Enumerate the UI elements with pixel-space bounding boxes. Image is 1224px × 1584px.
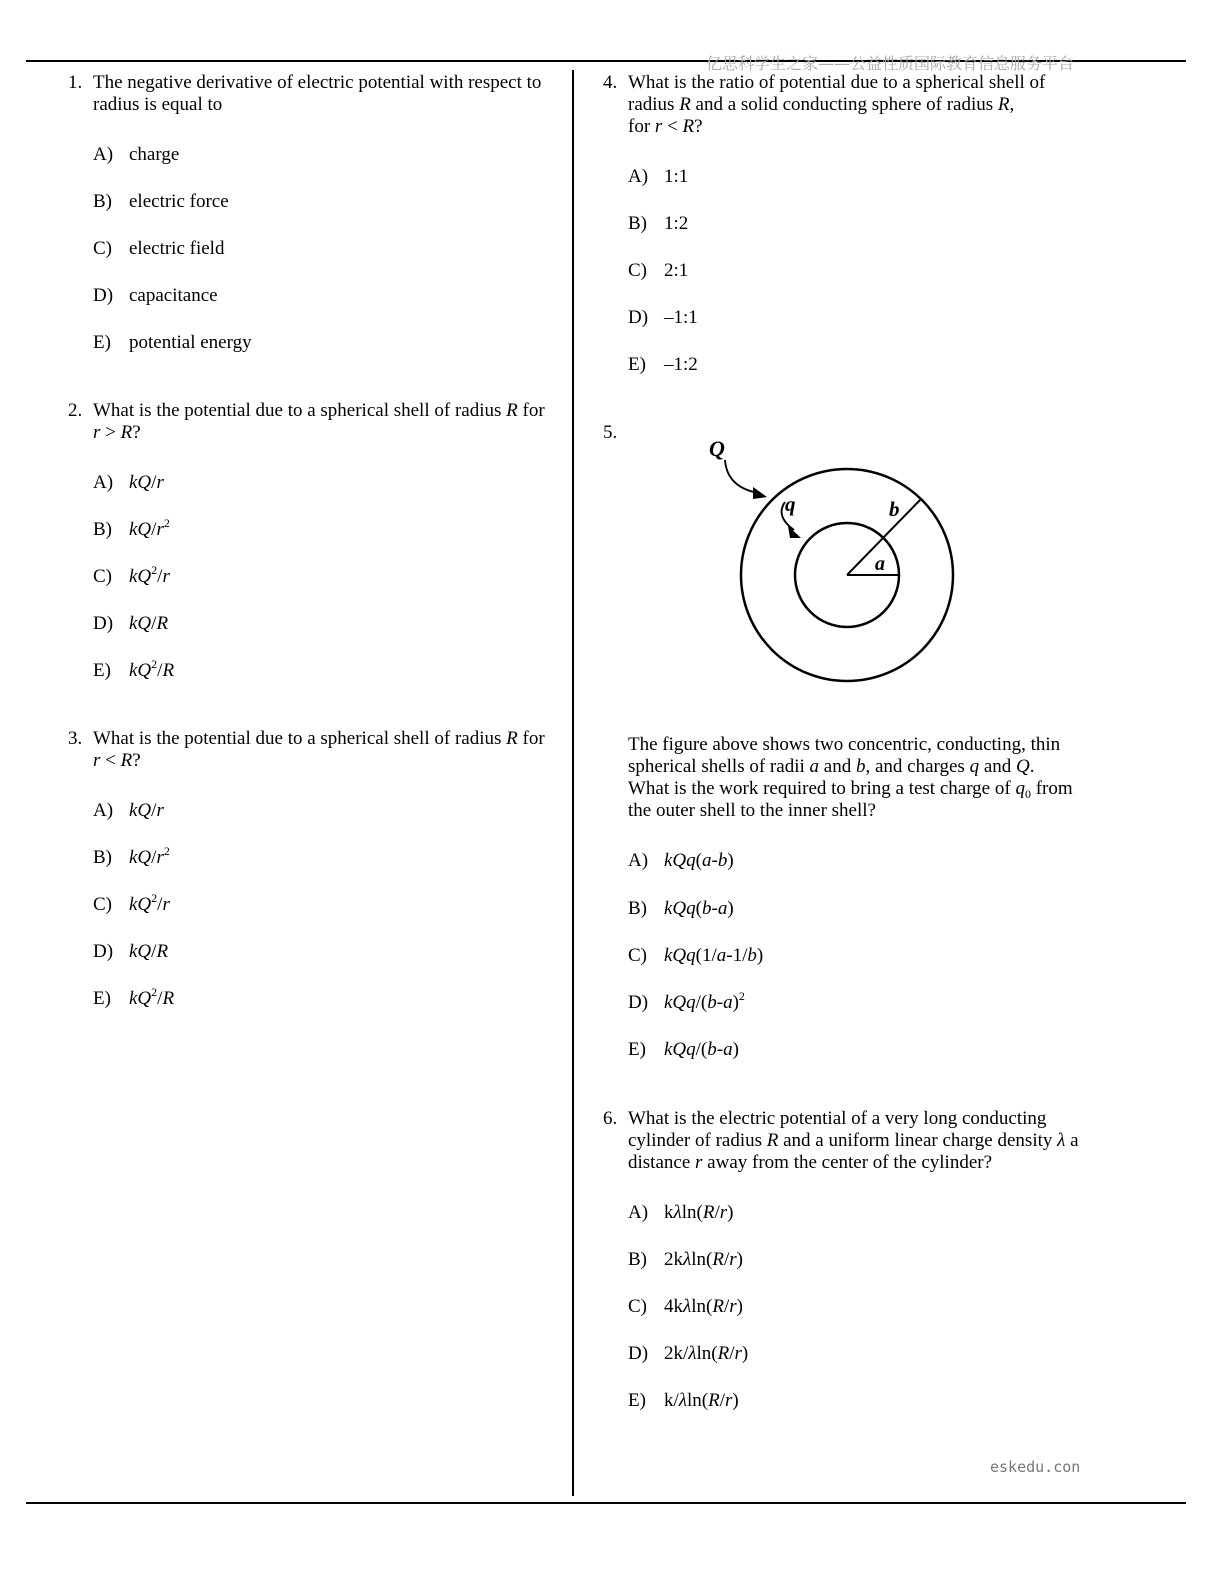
option-e[interactable]: E) –1:2 bbox=[628, 354, 698, 375]
option-e[interactable]: E) kQq/(b-a) bbox=[628, 1039, 739, 1060]
option-b[interactable]: B) 1:2 bbox=[628, 213, 689, 234]
label-b: b bbox=[889, 497, 900, 521]
question-text: What is the ratio of potential due to a spherical shell of radius R and a solid conducting sphere of radius R, for r < R? bbox=[628, 72, 1046, 137]
option-a[interactable]: A) 1:1 bbox=[628, 166, 689, 187]
label-a: a bbox=[875, 553, 885, 575]
option-d[interactable]: D) –1:1 bbox=[628, 307, 698, 328]
option-e[interactable]: E) potential energy bbox=[93, 332, 252, 353]
option-a[interactable]: A) charge bbox=[93, 144, 180, 165]
question-text: What is the electric potential of a very long conducting cylinder of radius R and a uniform linear charge density λ a distance r away from the center of the cylinder? bbox=[628, 1108, 1079, 1173]
option-d[interactable]: D) kQq/$(b-a)^2$ bbox=[628, 989, 745, 1013]
option-b[interactable]: B) kQq(b-a) bbox=[628, 898, 734, 919]
option-a[interactable]: A) kQq(a-b) bbox=[628, 850, 734, 871]
option-d[interactable]: D) 2k/λln(R/r) bbox=[628, 1343, 749, 1364]
question-text: The figure above shows two concentric, conducting, thin spherical shells of radii a and b, and charges q and Q. What is the work required to bring a test charge of $q_0$ from the outer shell to the inner shell? bbox=[628, 734, 1073, 821]
question-number: 4. bbox=[603, 72, 618, 93]
label-q: q bbox=[785, 492, 796, 516]
question-text: What is the potential due to a spherical shell of radius R for r < R? bbox=[93, 728, 545, 771]
question-text: The negative derivative of electric potential with respect to radius is equal to bbox=[93, 72, 542, 115]
option-c[interactable]: C) electric field bbox=[93, 238, 225, 259]
option-e[interactable]: E) $kQ^2/R$ bbox=[93, 657, 175, 681]
question-number: 1. bbox=[68, 72, 83, 93]
option-d[interactable]: D) kQ/R bbox=[93, 613, 169, 634]
option-a[interactable]: A) kλln(R/r) bbox=[628, 1202, 734, 1223]
option-c[interactable]: C) 4kλln(R/r) bbox=[628, 1296, 743, 1317]
option-c[interactable]: C) $kQ^2/r$ bbox=[93, 891, 170, 915]
option-b[interactable]: B) $kQ/r^2$ bbox=[93, 516, 170, 540]
option-b[interactable]: B) 2kλln(R/r) bbox=[628, 1249, 743, 1270]
option-e[interactable]: E) k/λln(R/r) bbox=[628, 1390, 739, 1411]
option-b[interactable]: B) electric force bbox=[93, 191, 229, 212]
option-d[interactable]: D) capacitance bbox=[93, 285, 218, 306]
question-number: 2. bbox=[68, 400, 83, 421]
question-text: What is the potential due to a spherical shell of radius R for r > R? bbox=[93, 400, 545, 443]
option-c[interactable]: C) kQq(1/a-1/b) bbox=[628, 945, 764, 966]
label-Q: Q bbox=[709, 436, 725, 461]
arrow-outer-head-icon bbox=[753, 487, 767, 499]
option-d[interactable]: D) kQ/R bbox=[93, 941, 169, 962]
option-c[interactable]: C) $kQ^2/r$ bbox=[93, 563, 170, 587]
option-b[interactable]: B) $kQ/r^2$ bbox=[93, 844, 170, 868]
option-e[interactable]: E) $kQ^2/R$ bbox=[93, 985, 175, 1009]
option-c[interactable]: C) 2:1 bbox=[628, 260, 689, 281]
question-number: 5. bbox=[603, 422, 618, 443]
question-number: 6. bbox=[603, 1108, 618, 1129]
option-a[interactable]: A) kQ/r bbox=[93, 472, 164, 493]
watermark: 亿思科学生之家——公益性质国际教育信息服务平台 bbox=[706, 54, 1075, 73]
option-a[interactable]: A) kQ/r bbox=[93, 800, 164, 821]
question-number: 3. bbox=[68, 728, 83, 749]
footer-watermark: eskedu.con bbox=[990, 1458, 1081, 1476]
